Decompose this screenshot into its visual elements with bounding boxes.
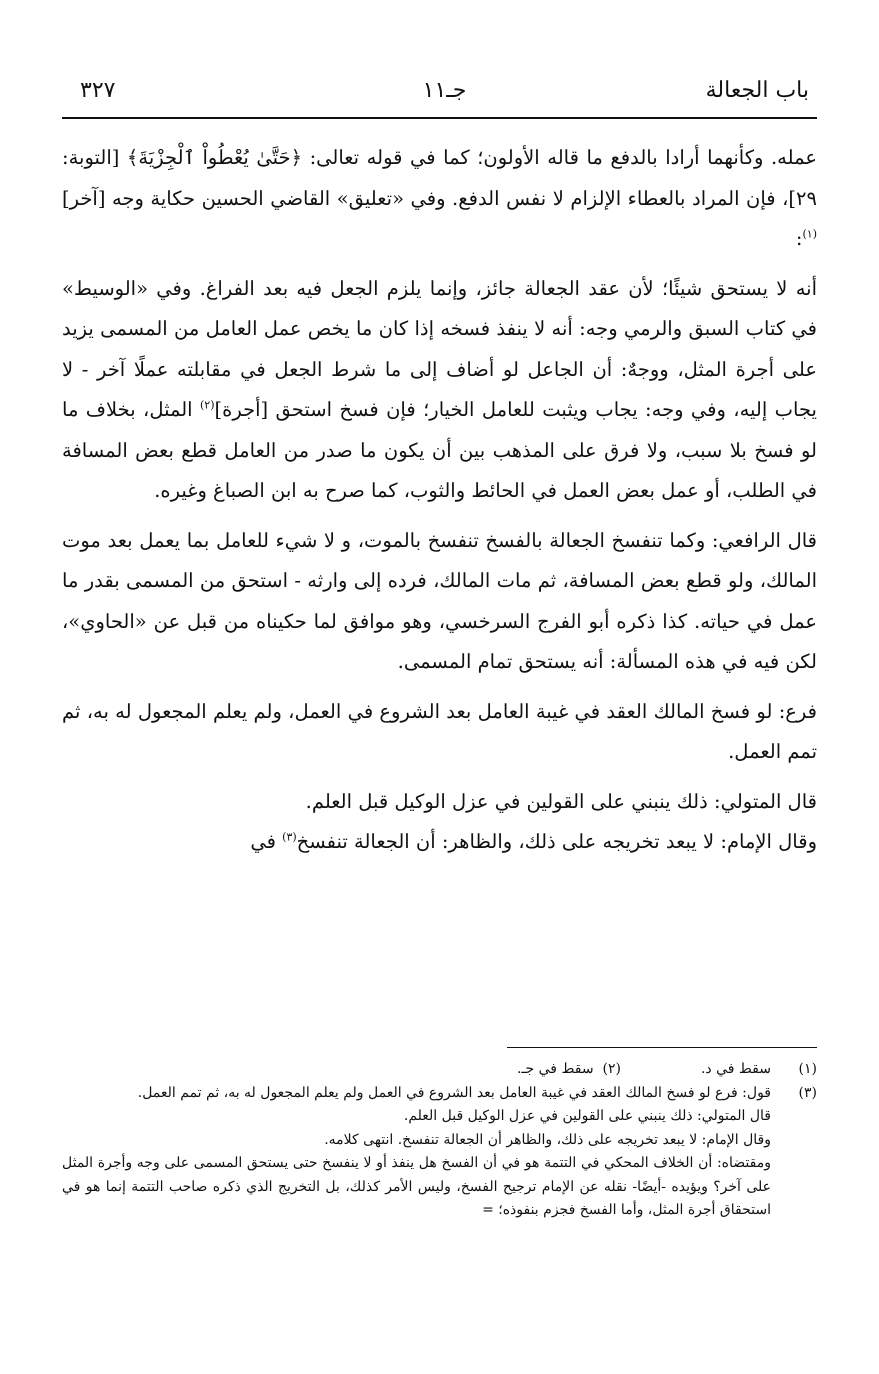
header-divider xyxy=(62,117,817,119)
footnote-text: سقط في جـ. xyxy=(516,1061,594,1077)
paragraph-2: أنه لا يستحق شيئًا؛ لأن عقد الجعالة جائز، وإنما يلزم الجعل فيه بعد الفراغ. وفي «الوسيط» في كتاب السبق والرمي وجه: أنه لا ينفذ فسخه إذا كان ما يخص عمل العامل من المسمى يزيد على أجرة المثل، ووجهٌ: أن الجاعل لو أضاف إلى ما شرط الجعل في مقابلته عملًا آخر - لا يجاب إليه، وفي وجه: يجاب ويثبت للعامل الخيار؛ فإن فسخ استحق [أجرة]$^{(٢)}$ المثل، بخلاف ما لو فسخ بلا سبب، ولا فرق على المذهب بين أن يكون ما صدر من العامل قطع بعض المسافة في الطلب، أو عمل بعض العمل في الحائط والثوب، كما صرح به ابن الصباغ وغيره. xyxy=(62,276,817,502)
page-number: ٣٢٧ xyxy=(80,78,116,103)
paragraph-1: عمله. وكأنهما أرادا بالدفع ما قاله الأولون؛ كما في قوله تعالى: ﴿حَتَّىٰ يُعْطُواْ ٱلْجِزْيَةَ﴾ [التوبة: ٢٩]، فإن المراد بالعطاء الإلزام لا نفس الدفع. وفي «تعليق» القاضي الحسين حكاية وجه [آخر]$^{(١)}$: xyxy=(62,146,817,250)
footnote-mark: (٢) xyxy=(602,1061,621,1077)
footnote-text: سقط في د. xyxy=(700,1061,771,1077)
running-header xyxy=(80,78,809,112)
footnote-line: وقال الإمام: لا يبعد تخريجه على ذلك، والظاهر أن الجعالة تنفسخ. انتهى كلامه. xyxy=(324,1131,771,1148)
footnote-3 xyxy=(62,1082,817,1223)
chapter-title: باب الجعالة xyxy=(705,78,809,103)
footnote-line: ومقتضاه: أن الخلاف المحكي في التتمة هو في أن الفسخ هل ينفذ أو لا ينفسخ حتى يستحق المسمى على وجه وأجرة المثل على آخر؟ ويؤيده -أيضًا- نقله عن الإمام ترجيح الفسخ، وليس الأمر كذلك، بل التخريج الذي ذكره صاحب التتمة إنما هو في استحقاق أجرة المثل، وأما الفسخ فجزم بنفوذه؛ = xyxy=(62,1155,771,1218)
footnote-ref-2[interactable]: (٢) xyxy=(199,398,215,412)
footnote-divider xyxy=(507,1047,817,1048)
footnote-line: قال المتولي: ذلك ينبني على القولين في عزل الوكيل قبل العلم. xyxy=(403,1108,771,1124)
footnote-mark: (٣) xyxy=(798,1084,817,1101)
paragraph-4: فرع: لو فسخ المالك العقد في غيبة العامل بعد الشروع في العمل، ولم يعلم المجعول له به، ثم تمم العمل. xyxy=(62,699,817,763)
paragraph-6: وقال الإمام: لا يبعد تخريجه على ذلك، والظاهر: أن الجعالة تنفسخ$^{(٣)}$ في xyxy=(250,830,817,853)
main-text xyxy=(62,138,817,863)
paragraph-5: قال المتولي: ذلك ينبني على القولين في عزل الوكيل قبل العلم. xyxy=(305,789,817,813)
footnote-line: قول: فرع لو فسخ المالك العقد في غيبة العامل بعد الشروع في العمل ولم يعلم المجعول له به، ثم تمم العمل. xyxy=(137,1084,771,1101)
footnote-1-2 xyxy=(62,1058,817,1082)
paragraph-3: قال الرافعي: وكما تنفسخ الجعالة بالفسخ تنفسخ بالموت، و لا شيء للعامل بما يعمل بعد موت المالك، ولو قطع بعض المسافة، ثم مات المالك، فرده إلى وارثه - استحق من المسمى بقدر ما عمل في حياته. كذا ذكره أبو الفرج السرخسي، وهو موافق لما حكيناه من قبل عن «الحاوي»، لكن فيه في هذه المسألة: أنه يستحق تمام المسمى. xyxy=(62,528,817,673)
footnote-mark: (١) xyxy=(798,1061,817,1077)
footnote-ref-1[interactable]: (١) xyxy=(802,227,817,241)
footnote-ref-3[interactable]: (٣) xyxy=(282,830,297,844)
footnotes xyxy=(62,1058,817,1223)
volume-number: جـ١١ xyxy=(422,78,467,103)
